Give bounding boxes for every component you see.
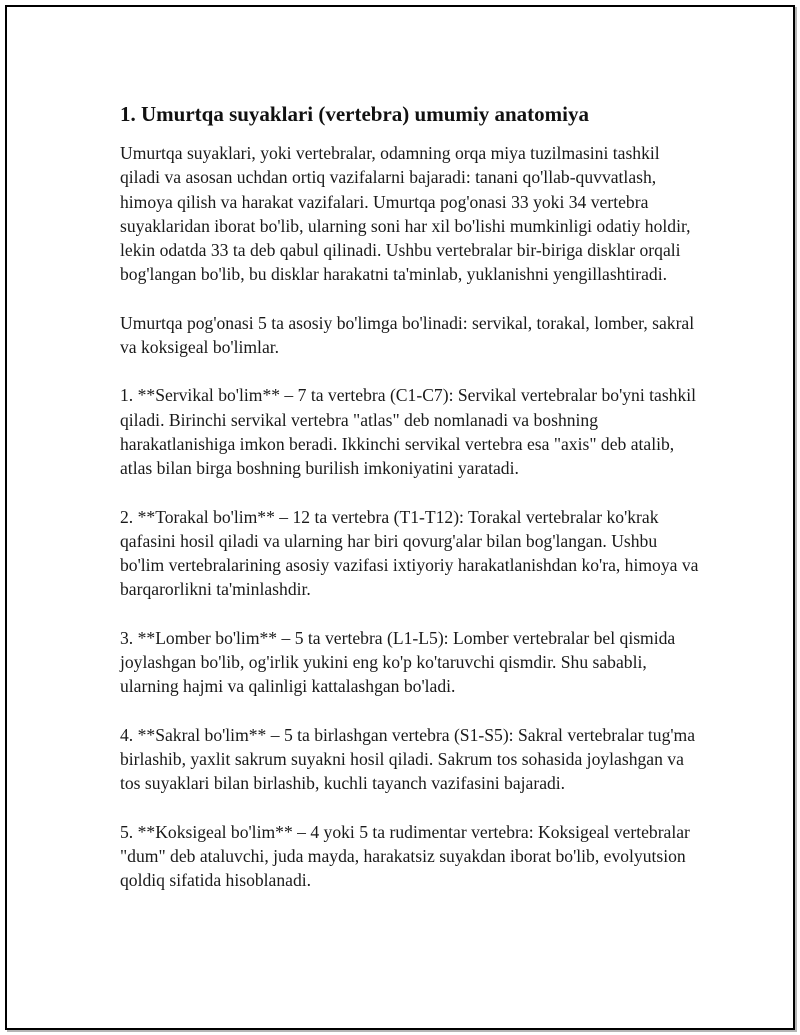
lumbar-paragraph: 3. **Lomber bo'lim** – 5 ta vertebra (L1-L5): Lomber vertebralar bel qismida joylashgan bo'lib, og'irlik yukini eng ko'p ko'taruvchi qismdir. Shu sababli, ularning hajmi va qalinligi kattalashgan bo'ladi. [120,627,676,697]
sacral-paragraph: 4. **Sakral bo'lim** – 5 ta birlashgan vertebra (S1-S5): Sakral vertebralar tug'ma birlashib, yaxlit sakrum suyakni hosil qiladi. Sakrum tos sohasida joylashgan va tos suyaklari bilan birlashib, kuchli tayanch vazifasini bajaradi. [120,724,696,794]
intro-paragraph: Umurtqa suyaklari, yoki vertebralar, odamning orqa miya tuzilmasini tashkil qiladi va asosan uchdan ortiq vazifalarni bajaradi: tanani qo'llab-quvvatlash, himoya qilish va harakat vazifalari. Umurtqa pog'onasi 33 yoki 34 vertebra suyaklaridan iborat bo'lib, ularning soni har xil bo'lishi mumkinligi odatiy holdir, lekin odatda 33 ta deb qabul qilinadi. Ushbu vertebralar bir-biriga disklar orqali bog'langan bo'lib, bu disklar harakatni ta'minlab, yuklanishni yengillashtiradi. [120,143,691,285]
page-frame [5,5,795,1030]
sections-overview-paragraph: Umurtqa pog'onasi 5 ta asosiy bo'limga bo'linadi: servikal, torakal, lomber, sakral va koksigeal bo'limlar. [120,312,695,358]
cervical-paragraph: 1. **Servikal bo'lim** – 7 ta vertebra (C1-C7): Servikal vertebralar bo'yni tashkil qiladi. Birinchi servikal vertebra "atlas" deb nomlanadi va boshning harakatlanishiga imkon beradi. Ikkinchi servikal vertebra esa "axis" deb atalib, atlas bilan birga boshning burilish imkoniyatini yaratadi. [120,385,697,479]
coccygeal-paragraph: 5. **Koksigeal bo'lim** – 4 yoki 5 ta rudimentar vertebra: Koksigeal vertebralar "dum" deb ataluvchi, juda mayda, harakatsiz suyakdan iborat bo'lib, evolyutsion qoldiq sifatida hisoblanadi. [120,821,690,891]
thoracic-paragraph: 2. **Torakal bo'lim** – 12 ta vertebra (T1-T12): Torakal vertebralar ko'krak qafasini hosil qiladi va ularning har biri qovurg'alar bilan bog'langan. Ushbu bo'lim vertebralarining asosiy vazifasi ixtiyoriy harakatlanishdan ko'ra, himoya va barqarorlikni ta'minlashdir. [120,506,699,600]
document-body [120,99,700,916]
section-heading: 1. Umurtqa suyaklari (vertebra) umumiy anatomiya [120,102,589,126]
